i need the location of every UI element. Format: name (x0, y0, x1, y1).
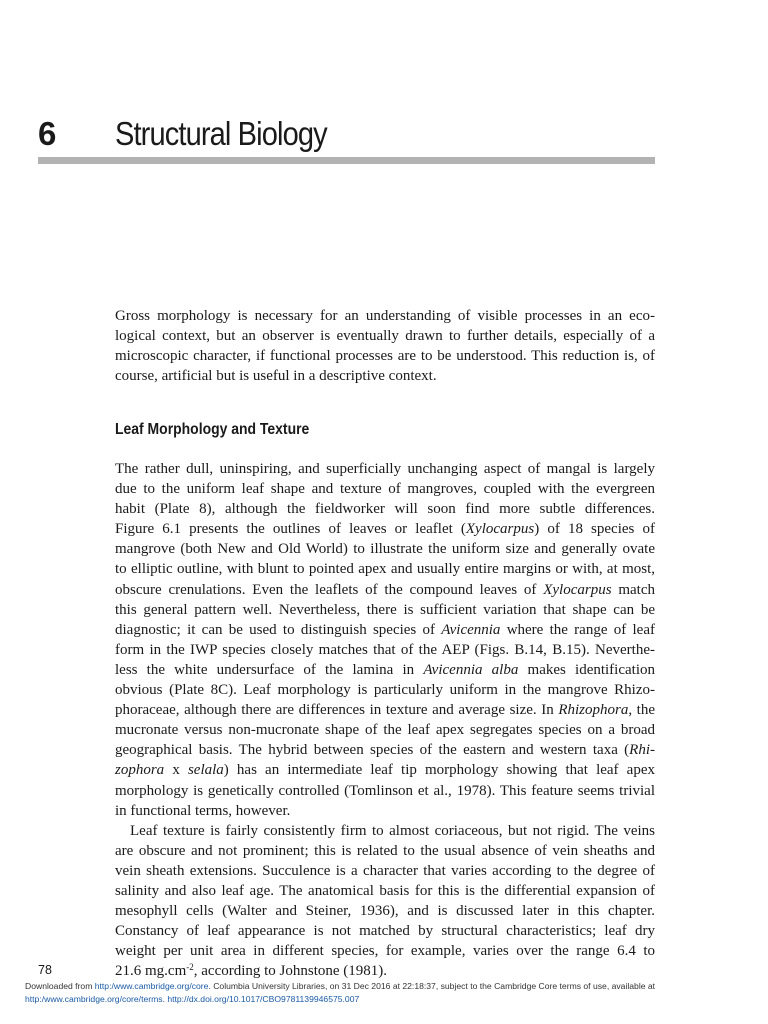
chapter-title: Structural Biology (115, 115, 327, 152)
body-line (115, 961, 655, 981)
body-line: The rather dull, uninspiring, and superficially unchanging aspect of mangal is largely (115, 461, 655, 477)
cambridge-core-link[interactable]: http:/www.cambridge.org/core (94, 981, 209, 991)
body-line: to elliptic outline, with blunt to pointed apex and usually entire margins or with, at most, (115, 561, 655, 578)
download-footer (25, 980, 755, 1005)
body-line: form in the IWP species closely matches that of the AEP (Figs. B.14, B.15). Neverthe- (115, 641, 655, 658)
taxon-name: Avicennia (441, 621, 501, 638)
taxon-name: selala (187, 762, 224, 779)
body-line: mangrove (both New and Old World) to illustrate the uniform size and generally ovate (115, 541, 655, 558)
text-run: ) has an intermediate leaf tip morphology showing that leaf apex (223, 762, 655, 779)
intro-line: microscopic character, if functional processes are to be understood. This reduction is, of (115, 348, 655, 365)
body-line (115, 740, 655, 760)
taxon-name: Xylocarpus (465, 521, 535, 538)
chapter-number: 6 (38, 115, 56, 152)
body-line: habit (Plate 8), although the fieldworker will soon find more subtle differences. (115, 501, 655, 518)
body-line: this general pattern well. Nevertheless, there is sufficient variation that shape can be (115, 601, 655, 618)
body-line (115, 700, 655, 720)
body-line: mesophyll cells (Walter and Steiner, 1936), and is discussed later in this chapter. (115, 903, 655, 920)
taxon-name: Xylocarpus (543, 581, 612, 598)
text-run: match (611, 581, 655, 598)
body-line (115, 580, 655, 600)
body-line (115, 519, 655, 539)
doi-link[interactable]: http://dx.doi.org/10.1017/CBO9781139946575.007 (167, 993, 360, 1004)
body-line: vein sheath extensions. Succulence is a character that varies according to the degree of (115, 862, 655, 879)
body-line: Leaf texture is fairly consistently firm to almost coriaceous, but not rigid. The veins (130, 822, 655, 839)
taxon-name: Avicennia alba (423, 661, 519, 678)
text-run: geographical basis. The hybrid between species of the eastern and western taxa ( (115, 742, 630, 759)
body-line (115, 760, 655, 780)
superscript: -2 (186, 962, 194, 973)
terms-link[interactable]: http:/www.cambridge.org/core/terms (25, 993, 163, 1004)
text-run: less the white undersurface of the lamina in (115, 661, 424, 678)
text-run: obscure crenulations. Even the leaflets of the compound leaves of (115, 581, 544, 598)
text-run: diagnostic; it can be used to distinguish species of (115, 621, 442, 638)
intro-line: Gross morphology is necessary for an understanding of visible processes in an eco- (115, 308, 655, 324)
body-line: mucronate versus non-mucronate shape of the leaf apex segregates species on a broad (115, 722, 655, 739)
section-heading: Leaf Morphology and Texture (115, 421, 310, 438)
footer-text: Downloaded from (25, 981, 95, 991)
text-run: , according to Johnstone (1981). (193, 963, 388, 980)
text-run: Figure 6.1 presents the outlines of leaves or leaflet ( (115, 521, 466, 538)
text-run: phoraceae, although there are differences in texture and average size. In (115, 702, 559, 719)
body-line: Constancy of leaf appearance is not matched by structural characteristics; leaf dry (115, 923, 655, 940)
intro-paragraph (115, 306, 655, 386)
text-run: makes identification (518, 661, 655, 678)
intro-line: logical context, but an observer is eventually drawn to further details, especially of a (115, 328, 655, 345)
text-run: ) of 18 species of (534, 521, 655, 538)
body-line: due to the uniform leaf shape and texture of mangroves, coupled with the evergreen (115, 481, 655, 498)
body-line (115, 620, 655, 640)
taxon-name: Rhizophora (558, 702, 629, 719)
body-line: salinity and also leaf age. The anatomical basis for this is the differential expansion of (115, 882, 655, 899)
text-run: , the (628, 702, 656, 719)
page-number: 78 (38, 963, 52, 977)
text-run: where the range of leaf (500, 621, 655, 638)
taxon-name: zophora (115, 762, 165, 779)
footer-text: . Columbia University Libraries, on 31 Dec 2016 at 22:18:37, subject to the Cambridge Core terms of use, available at (208, 981, 656, 991)
footer-text: . (162, 993, 168, 1004)
text-run: 21.6 mg.cm (115, 963, 187, 980)
taxon-name: Rhi- (629, 742, 655, 759)
body-paragraph (115, 459, 655, 981)
body-line (115, 660, 655, 680)
body-line: weight per unit area in different species, for example, varies over the range 6.4 to (115, 943, 655, 960)
body-line: morphology is genetically controlled (Tomlinson et al., 1978). This feature seems trivial (115, 782, 655, 799)
title-rule (38, 157, 655, 164)
body-line: are obscure and not prominent; this is related to the usual absence of vein sheaths and (115, 842, 655, 859)
body-line: in functional terms, however. (115, 802, 291, 819)
intro-line: course, artificial but is useful in a descriptive context. (115, 368, 437, 385)
text-run: x (164, 762, 188, 779)
body-line: obvious (Plate 8C). Leaf morphology is particularly uniform in the mangrove Rhizo- (115, 682, 655, 699)
